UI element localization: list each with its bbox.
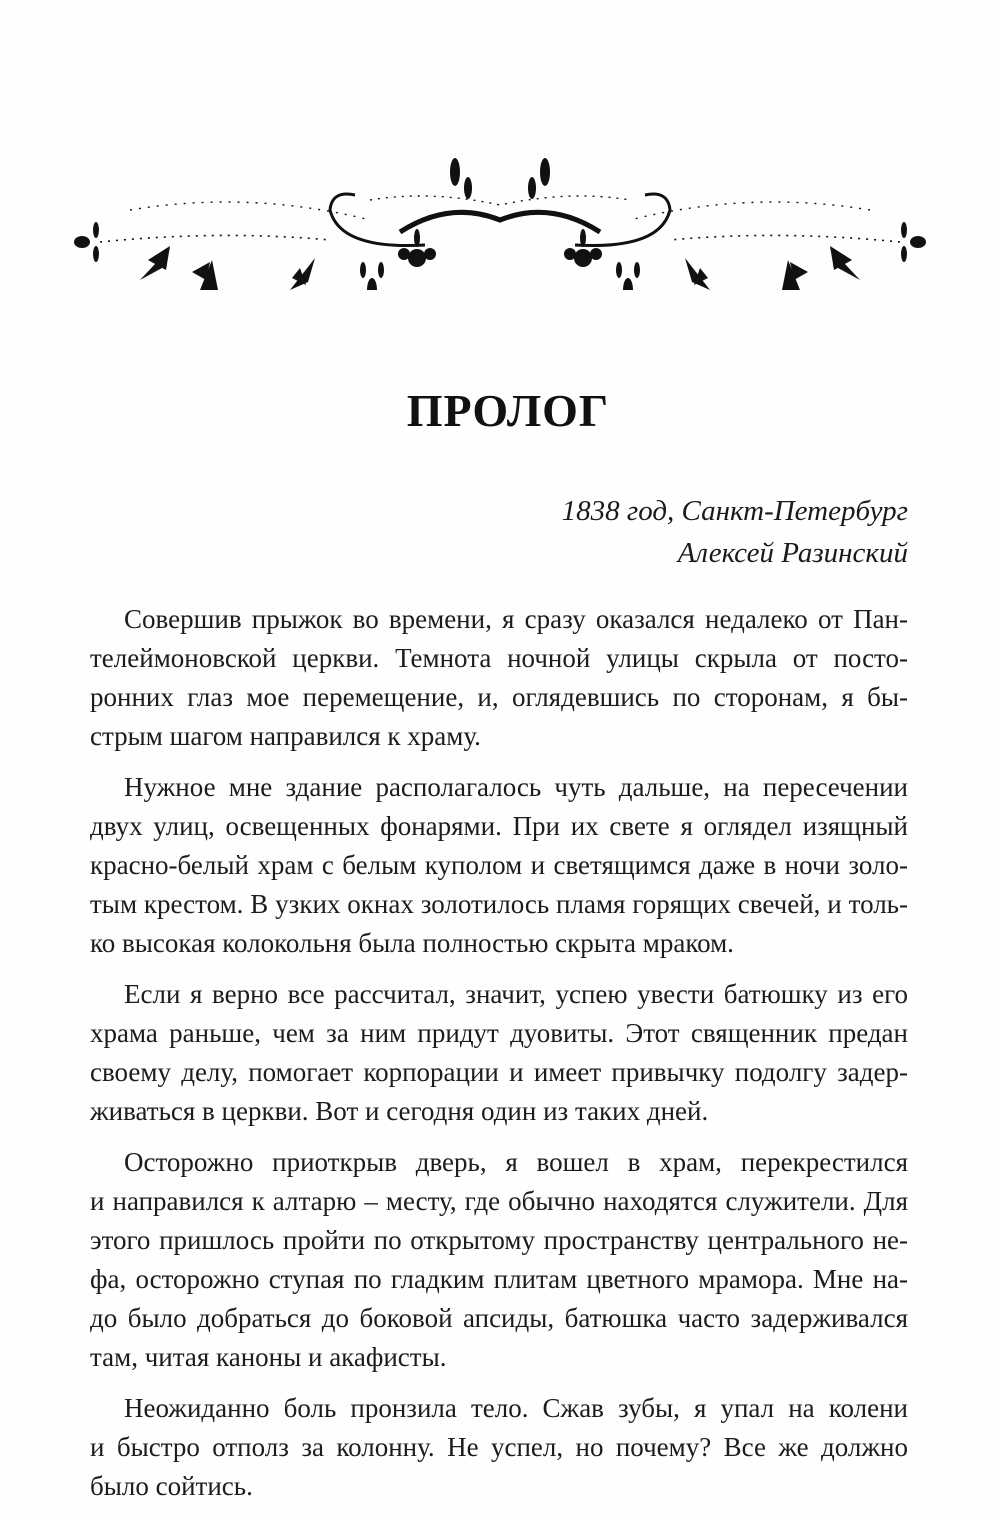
floral-ornament-icon [70,150,930,290]
text-line: Неожиданно боль пронзила тело. Сжав зубы, я упал на колени [124,1393,908,1423]
text-line: Совершив прыжок во времени, я сразу оказался недалеко от Пан- [124,604,908,634]
text-line: тым крестом. В узких окнах золотилось пламя горящих свечей, и толь- [90,889,908,919]
epigraph-narrator: Алексей Разинский [677,537,908,569]
text-line: Осторожно приоткрыв дверь, я вошел в храм, перекрестился [124,1147,908,1177]
text-line: живаться в церкви. Вот и сегодня один из таких дней. [90,1096,709,1126]
text-line: и быстро отполз за колонну. Не успел, но почему? Все же должно [90,1432,908,1462]
text-line: Нужное мне здание располагалось чуть дальше, на пересечении [124,772,908,802]
paragraph [90,600,908,756]
text-line: этого пришлось пройти по открытому пространству центрального не- [90,1225,908,1255]
text-line: двух улиц, освещенных фонарями. При их свете я оглядел изящный [90,811,908,841]
text-line: и направился к алтарю – месту, где обычно находятся служители. Для [90,1186,908,1216]
text-line: ко высокая колокольня была полностью скрыта мраком. [90,928,734,958]
text-line: фа, осторожно ступая по гладким плитам цветного мрамора. Мне на- [90,1264,908,1294]
paragraph [90,975,908,1131]
text-line: телеймоновской церкви. Темнота ночной улицы скрыла от посто- [90,643,908,673]
text-line: своему делу, помогает корпорации и имеет привычку подолгу задер- [90,1057,908,1087]
text-line: там, читая каноны и акафисты. [90,1342,447,1372]
text-line: до было добраться до боковой апсиды, батюшка часто задерживался [90,1303,908,1333]
epigraph-date-place: 1838 год, Санкт-Петербург [561,495,908,527]
text-line: было сойтись. [90,1471,253,1501]
paragraph [90,1143,908,1377]
text-line: храма раньше, чем за ним придут дуовиты. Этот священник предан [90,1018,908,1048]
paragraph [90,768,908,963]
text-line: стрым шагом направился к храму. [90,721,481,751]
text-line: Если я верно все рассчитал, значит, успею увести батюшку из его [124,979,908,1009]
chapter-title: ПРОЛОГ [406,385,610,436]
epigraph [562,490,908,574]
paragraph [90,1389,908,1506]
text-line: ронних глаз мое перемещение, и, оглядевшись по сторонам, я бы- [90,682,908,712]
text-line: красно-белый храм с белым куполом и светящимся даже в ночи золо- [90,850,908,880]
body-text [90,600,908,1518]
